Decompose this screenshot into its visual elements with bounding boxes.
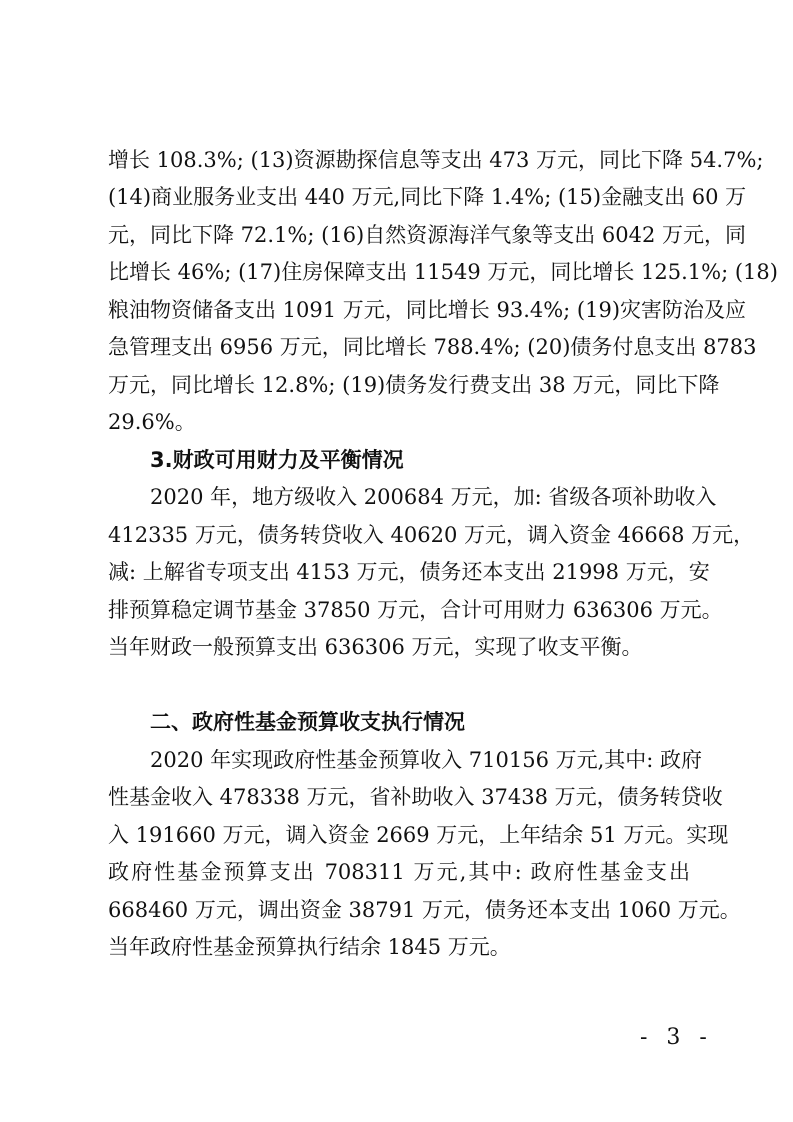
paragraph-line: 排预算稳定调节基金 37850 万元，合计可用财力 636306 万元。: [108, 598, 723, 622]
section-heading: 二、政府性基金预算收支执行情况: [150, 710, 465, 734]
paragraph-line: 668460 万元，调出资金 38791 万元，债务还本支出 1060 万元。: [108, 898, 741, 922]
paragraph-line: 元，同比下降 72.1%; (16)自然资源海洋气象等支出 6042 万元，同: [108, 223, 747, 247]
paragraph-line: 万元，同比增长 12.8%; (19)债务发行费支出 38 万元，同比下降: [108, 373, 720, 397]
paragraph-line: 412335 万元，债务转贷收入 40620 万元，调入资金 46668 万元，: [108, 523, 755, 547]
paragraph-line: 增长 108.3%; (13)资源勘探信息等支出 473 万元，同比下降 54.7%;: [108, 148, 764, 172]
page-number: - 3 -: [640, 1025, 713, 1050]
paragraph-line: 比增长 46%; (17)住房保障支出 11549 万元，同比增长 125.1%; (18): [108, 260, 778, 284]
paragraph-line: 当年财政一般预算支出 636306 万元，实现了收支平衡。: [108, 635, 643, 659]
paragraph-line: 2020 年实现政府性基金预算收入 710156 万元,其中: 政府: [150, 748, 703, 772]
paragraph-line: 粮油物资储备支出 1091 万元，同比增长 93.4%; (19)灾害防治及应: [108, 298, 747, 322]
paragraph-line: 性基金收入 478338 万元，省补助收入 37438 万元，债务转贷收: [108, 785, 723, 809]
paragraph-line: 2020 年，地方级收入 200684 万元，加: 省级各项补助收入: [150, 485, 717, 509]
paragraph-line: 政府性基金预算支出 708311 万元,其中: 政府性基金支出: [108, 860, 690, 884]
section-heading: 3.财政可用财力及平衡情况: [150, 448, 404, 472]
paragraph-line: (14)商业服务业支出 440 万元,同比下降 1.4%; (15)金融支出 60 万: [108, 185, 747, 209]
paragraph-line: 入 191660 万元，调入资金 2669 万元，上年结余 51 万元。实现: [108, 823, 729, 847]
paragraph-line: 29.6%。: [108, 410, 196, 434]
paragraph-line: 急管理支出 6956 万元，同比增长 788.4%; (20)债务付息支出 8783: [108, 335, 757, 359]
paragraph-line: 当年政府性基金预算执行结余 1845 万元。: [108, 935, 511, 959]
paragraph-line: 减: 上解省专项支出 4153 万元，债务还本支出 21998 万元，安: [108, 560, 710, 584]
